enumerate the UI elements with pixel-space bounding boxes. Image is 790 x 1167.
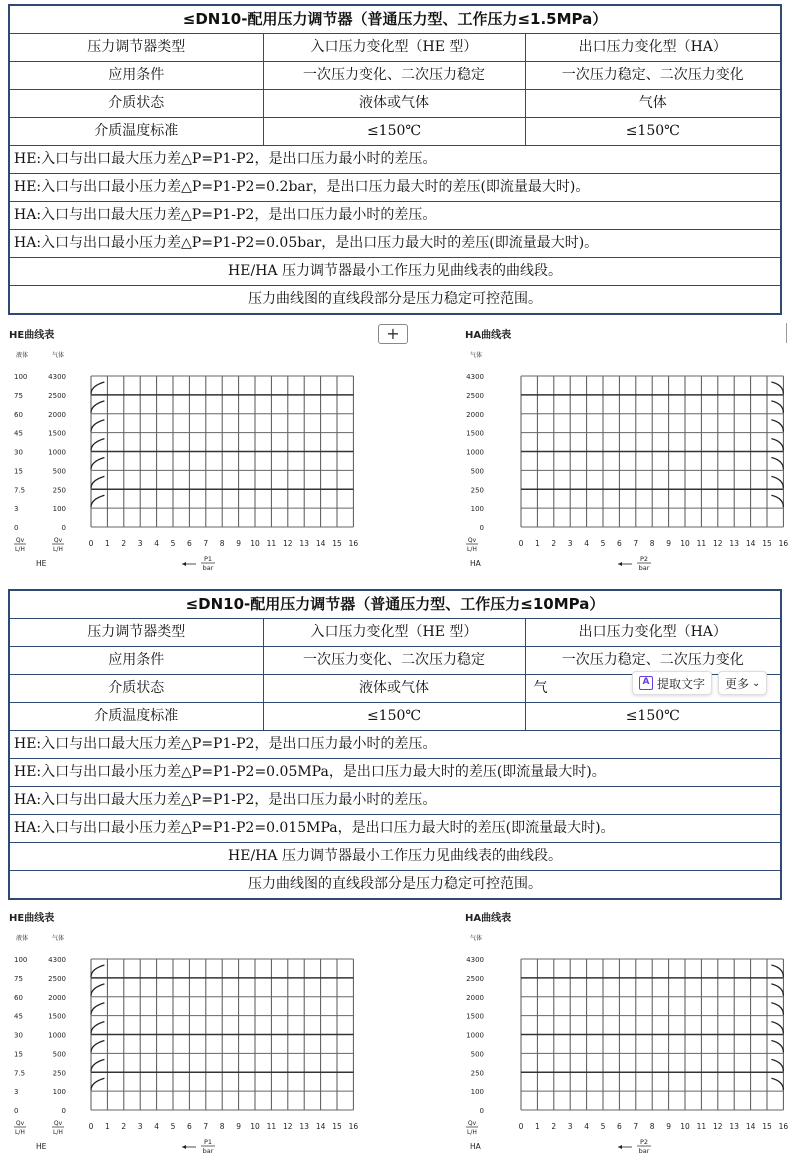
x-tick-label: 10 (250, 539, 260, 548)
axis-variable: P1 (203, 1138, 213, 1146)
unit-denominator: L/H (15, 546, 25, 553)
x-tick-label: 15 (762, 539, 772, 548)
gas-tick-label: 1500 (48, 429, 66, 438)
x-tick-label: 11 (696, 1122, 707, 1131)
unit-denominator: L/H (467, 546, 477, 553)
liquid-tick-label: 0 (14, 524, 19, 532)
table-cell: 介质状态 (9, 675, 263, 703)
gas-tick-label: 500 (470, 467, 484, 476)
gas-tick-label: 0 (61, 524, 66, 532)
gas-axis-header: 气体 (470, 935, 483, 942)
x-tick-label: 2 (551, 539, 557, 548)
x-tick-label: 14 (745, 539, 756, 548)
gas-tick-label: 0 (61, 1107, 66, 1115)
gas-tick-label: 250 (52, 486, 66, 495)
gas-tick-label: 2500 (466, 391, 484, 400)
x-tick-label: 10 (680, 1122, 690, 1131)
pressure-curve (771, 495, 783, 507)
chart-corner-label: HE (36, 1142, 47, 1151)
table-cell: 一次压力稳定、二次压力变化 (525, 62, 781, 90)
liquid-tick-label: 45 (14, 429, 23, 438)
x-tick-label: 5 (170, 1122, 176, 1131)
note-row: HA:入口与出口最大压力差△P=P1-P2，是出口压力最小时的差压。 (9, 787, 781, 815)
gas-tick-label: 1000 (466, 1031, 484, 1040)
gas-axis-header: 气体 (52, 935, 65, 942)
x-tick-label: 2 (551, 1122, 557, 1131)
liquid-tick-label: 7.5 (14, 486, 26, 495)
x-tick-label: 5 (170, 539, 176, 548)
liquid-tick-label: 3 (14, 505, 19, 514)
x-tick-label: 13 (299, 539, 309, 548)
pressure-curve (771, 401, 783, 413)
chart-title: HE曲线表 (9, 913, 55, 924)
table-cell: 液体或气体 (263, 675, 525, 703)
gas-axis-header: 气体 (52, 352, 65, 359)
extract-text-button[interactable] (632, 671, 712, 695)
pressure-curve (771, 1078, 783, 1090)
x-tick-label: 15 (332, 1122, 342, 1131)
note-row: HE:入口与出口最大压力差△P=P1-P2，是出口压力最小时的差压。 (9, 731, 781, 759)
x-tick-label: 2 (121, 1122, 127, 1131)
table-cell: 一次压力变化、二次压力稳定 (263, 62, 525, 90)
he-chart-svg (0, 908, 380, 1163)
gas-tick-label: 100 (470, 505, 484, 514)
note-row: 压力曲线图的直线段部分是压力稳定可控范围。 (9, 286, 781, 315)
note-row: HE:入口与出口最小压力差△P=P1-P2=0.05MPa，是出口压力最大时的差压(即流量最大时)。 (9, 759, 781, 787)
gas-axis-header: 气体 (470, 352, 483, 359)
more-label: 更多 (725, 676, 750, 691)
x-tick-label: 4 (584, 1122, 589, 1131)
x-tick-label: 2 (121, 539, 127, 548)
extract-text-label: 提取文字 (657, 676, 706, 691)
pressure-curve (771, 1003, 783, 1015)
gas-tick-label: 0 (479, 524, 484, 532)
liquid-tick-label: 75 (14, 391, 23, 400)
gas-tick-label: 250 (470, 1069, 484, 1078)
x-tick-label: 9 (666, 539, 671, 548)
x-tick-label: 0 (518, 539, 524, 548)
x-tick-label: 4 (584, 539, 589, 548)
x-tick-label: 6 (617, 1122, 622, 1131)
pressure-curve (771, 1022, 783, 1034)
x-tick-label: 1 (105, 1122, 110, 1131)
x-tick-label: 12 (713, 539, 723, 548)
pressure-curve (91, 1041, 104, 1053)
table-cell: 介质温度标准 (9, 703, 263, 731)
pressure-curve (771, 965, 783, 977)
table-cell: 一次压力稳定、二次压力变化 (525, 647, 781, 675)
x-tick-label: 8 (219, 539, 225, 548)
gas-tick-label: 500 (52, 467, 66, 476)
table-cell: ≤150℃ (525, 118, 781, 146)
unit-numerator: Qv (53, 537, 63, 544)
x-tick-label: 1 (535, 1122, 540, 1131)
x-tick-label: 16 (348, 1122, 359, 1131)
x-tick-label: 6 (617, 539, 622, 548)
x-tick-label: 7 (633, 1122, 639, 1131)
x-tick-label: 1 (105, 539, 110, 548)
note-row: HA:入口与出口最小压力差△P=P1-P2=0.015MPa，是出口压力最大时的差压(即流量最大时)。 (9, 815, 781, 843)
pressure-curve (771, 476, 783, 488)
pressure-curve (771, 382, 783, 394)
table-cell: 入口压力变化型（HE 型） (263, 619, 525, 647)
pressure-curve (771, 439, 783, 451)
gas-tick-label: 4300 (48, 956, 66, 964)
chart-title: HA曲线表 (465, 330, 512, 341)
x-tick-label: 12 (283, 539, 293, 548)
x-tick-label: 8 (649, 1122, 655, 1131)
x-tick-label: 15 (332, 539, 342, 548)
gas-tick-label: 250 (470, 486, 484, 495)
pressure-curve (771, 420, 783, 432)
table-cell: 一次压力变化、二次压力稳定 (263, 647, 525, 675)
note-row: HE:入口与出口最大压力差△P=P1-P2，是出口压力最小时的差压。 (9, 146, 781, 174)
x-tick-label: 10 (680, 539, 690, 548)
gas-tick-label: 2500 (48, 391, 66, 400)
table-cell: 出口压力变化型（HA） (525, 34, 781, 62)
note-row: HE/HA 压力调节器最小工作压力见曲线表的曲线段。 (9, 843, 781, 871)
gas-tick-label: 250 (52, 1069, 66, 1078)
x-tick-label: 11 (266, 1122, 277, 1131)
ha-chart-2 (452, 908, 789, 1163)
liquid-tick-label: 100 (14, 956, 28, 964)
chart-title: HE曲线表 (9, 330, 55, 341)
x-tick-label: 14 (745, 1122, 756, 1131)
scroll-edge (786, 323, 790, 343)
axis-unit: bar (202, 1147, 214, 1155)
liquid-tick-label: 100 (14, 373, 28, 381)
gas-tick-label: 4300 (466, 956, 484, 964)
table-cell: 液体或气体 (263, 90, 525, 118)
x-tick-label: 9 (236, 1122, 241, 1131)
liquid-tick-label: 0 (14, 1107, 19, 1115)
table-cell: ≤150℃ (263, 703, 525, 731)
pressure-curve (91, 420, 104, 432)
x-tick-label: 14 (315, 539, 326, 548)
gas-tick-label: 2500 (48, 974, 66, 983)
x-tick-label: 6 (187, 539, 192, 548)
pressure-curve (91, 495, 104, 507)
pressure-curve (771, 1059, 783, 1071)
gas-tick-label: 2000 (48, 410, 66, 419)
gas-tick-label: 2500 (466, 974, 484, 983)
table-cell: ≤150℃ (263, 118, 525, 146)
x-tick-label: 15 (762, 1122, 772, 1131)
x-tick-label: 3 (137, 1122, 143, 1131)
table-cell: 气 (525, 675, 781, 703)
x-tick-label: 3 (137, 539, 143, 548)
x-tick-label: 7 (203, 539, 209, 548)
pressure-curve (91, 984, 104, 996)
liquid-tick-label: 3 (14, 1088, 19, 1097)
more-button[interactable] (718, 671, 767, 695)
note-row: HE/HA 压力调节器最小工作压力见曲线表的曲线段。 (9, 258, 781, 286)
x-tick-label: 3 (567, 539, 573, 548)
ha-chart-1 (452, 325, 789, 580)
axis-unit: bar (202, 564, 214, 572)
pressure-curve (91, 458, 104, 470)
x-tick-label: 4 (154, 539, 159, 548)
pressure-curve (91, 1003, 104, 1015)
x-tick-label: 9 (236, 539, 241, 548)
x-tick-label: 11 (696, 539, 707, 548)
x-tick-label: 16 (348, 539, 359, 548)
liquid-tick-label: 15 (14, 1050, 23, 1059)
he-chart-1 (0, 325, 380, 580)
x-tick-label: 0 (518, 1122, 524, 1131)
pressure-curve (91, 401, 104, 413)
pressure-curve (91, 439, 104, 451)
axis-arrow-head (182, 1145, 186, 1149)
table-cell: 入口压力变化型（HE 型） (263, 34, 525, 62)
gas-tick-label: 2000 (48, 993, 66, 1002)
liquid-tick-label: 45 (14, 1012, 23, 1021)
x-tick-label: 12 (283, 1122, 293, 1131)
he-chart-2 (0, 908, 380, 1163)
table-title: ≤DN10-配用压力调节器（普通压力型、工作压力≤1.5MPa） (9, 5, 781, 34)
x-tick-label: 7 (203, 1122, 209, 1131)
x-tick-label: 16 (778, 1122, 789, 1131)
liquid-tick-label: 7.5 (14, 1069, 26, 1078)
axis-unit: bar (638, 564, 650, 572)
spec-table-1 (8, 4, 782, 315)
gas-tick-label: 100 (52, 1088, 66, 1097)
x-tick-label: 5 (600, 1122, 606, 1131)
unit-numerator: Qv (53, 1120, 63, 1127)
liquid-tick-label: 60 (14, 993, 23, 1002)
liquid-tick-label: 15 (14, 467, 23, 476)
gas-tick-label: 2000 (466, 993, 484, 1002)
gas-tick-label: 1500 (466, 1012, 484, 1021)
gas-tick-label: 4300 (48, 373, 66, 381)
he-chart-svg (0, 325, 380, 580)
axis-arrow-head (618, 562, 622, 566)
text-recognition-icon: A (639, 676, 653, 690)
gas-tick-label: 1000 (48, 448, 66, 457)
ha-chart-svg (452, 908, 789, 1163)
axis-variable: P2 (639, 1138, 649, 1146)
liquid-axis-header: 液体 (16, 352, 29, 359)
x-tick-label: 8 (219, 1122, 225, 1131)
table-title: ≤DN10-配用压力调节器（普通压力型、工作压力≤10MPa） (9, 590, 781, 619)
table-cell: 应用条件 (9, 647, 263, 675)
x-tick-label: 13 (729, 539, 739, 548)
x-tick-label: 0 (88, 1122, 94, 1131)
x-tick-label: 13 (299, 1122, 309, 1131)
x-tick-label: 12 (713, 1122, 723, 1131)
x-tick-label: 13 (729, 1122, 739, 1131)
ha-chart-svg (452, 325, 789, 580)
table-cell: 压力调节器类型 (9, 619, 263, 647)
unit-numerator: Qv (467, 537, 477, 544)
pressure-curve (771, 458, 783, 470)
x-tick-label: 11 (266, 539, 277, 548)
x-tick-label: 0 (88, 539, 94, 548)
pressure-curve (91, 1022, 104, 1034)
pressure-curve (771, 1041, 783, 1053)
x-tick-label: 8 (649, 539, 655, 548)
pressure-curve (91, 1078, 104, 1090)
chart-corner-label: HE (36, 559, 47, 568)
unit-numerator: Qv (15, 537, 25, 544)
unit-denominator: L/H (53, 1129, 63, 1136)
table-cell: 出口压力变化型（HA） (525, 619, 781, 647)
x-tick-label: 14 (315, 1122, 326, 1131)
liquid-tick-label: 30 (14, 448, 23, 457)
liquid-tick-label: 60 (14, 410, 23, 419)
unit-denominator: L/H (15, 1129, 25, 1136)
x-tick-label: 3 (567, 1122, 573, 1131)
x-tick-label: 4 (154, 1122, 159, 1131)
add-button[interactable]: + (378, 324, 408, 344)
gas-tick-label: 100 (470, 1088, 484, 1097)
liquid-axis-header: 液体 (16, 935, 29, 942)
axis-unit: bar (638, 1147, 650, 1155)
note-row: HA:入口与出口最小压力差△P=P1-P2=0.05bar，是出口压力最大时的差压(即流量最大时)。 (9, 230, 781, 258)
gas-tick-label: 100 (52, 505, 66, 514)
chart-corner-label: HA (470, 1142, 481, 1151)
pressure-curve (91, 382, 104, 394)
gas-tick-label: 0 (479, 1107, 484, 1115)
pressure-curve (91, 965, 104, 977)
note-row: HA:入口与出口最大压力差△P=P1-P2，是出口压力最小时的差压。 (9, 202, 781, 230)
pressure-curve (771, 984, 783, 996)
chart-corner-label: HA (470, 559, 481, 568)
x-tick-label: 6 (187, 1122, 192, 1131)
x-tick-label: 10 (250, 1122, 260, 1131)
axis-arrow-head (182, 562, 186, 566)
x-tick-label: 5 (600, 539, 606, 548)
table-cell: 压力调节器类型 (9, 34, 263, 62)
axis-variable: P1 (203, 555, 213, 563)
note-row: HE:入口与出口最小压力差△P=P1-P2=0.2bar，是出口压力最大时的差压(即流量最大时)。 (9, 174, 781, 202)
unit-denominator: L/H (467, 1129, 477, 1136)
unit-denominator: L/H (53, 546, 63, 553)
table-cell: 气体 (525, 90, 781, 118)
text-toolbar (632, 671, 767, 695)
x-tick-label: 16 (778, 539, 789, 548)
gas-tick-label: 1000 (466, 448, 484, 457)
gas-tick-label: 2000 (466, 410, 484, 419)
gas-tick-label: 500 (470, 1050, 484, 1059)
liquid-tick-label: 30 (14, 1031, 23, 1040)
x-tick-label: 1 (535, 539, 540, 548)
pressure-curve (91, 1059, 104, 1071)
pressure-curve (91, 476, 104, 488)
axis-arrow-head (618, 1145, 622, 1149)
gas-tick-label: 1000 (48, 1031, 66, 1040)
unit-numerator: Qv (15, 1120, 25, 1127)
gas-tick-label: 1500 (466, 429, 484, 438)
liquid-tick-label: 75 (14, 974, 23, 983)
x-tick-label: 9 (666, 1122, 671, 1131)
x-tick-label: 7 (633, 539, 639, 548)
gas-tick-label: 4300 (466, 373, 484, 381)
unit-numerator: Qv (467, 1120, 477, 1127)
table-cell: 应用条件 (9, 62, 263, 90)
gas-tick-label: 1500 (48, 1012, 66, 1021)
axis-variable: P2 (639, 555, 649, 563)
table-cell: 介质状态 (9, 90, 263, 118)
chevron-down-icon: ⌄ (752, 677, 761, 689)
table-cell: 介质温度标准 (9, 118, 263, 146)
gas-tick-label: 500 (52, 1050, 66, 1059)
chart-title: HA曲线表 (465, 913, 512, 924)
spec-table-2 (8, 589, 782, 900)
table-cell: ≤150℃ (525, 703, 781, 731)
note-row: 压力曲线图的直线段部分是压力稳定可控范围。 (9, 871, 781, 900)
